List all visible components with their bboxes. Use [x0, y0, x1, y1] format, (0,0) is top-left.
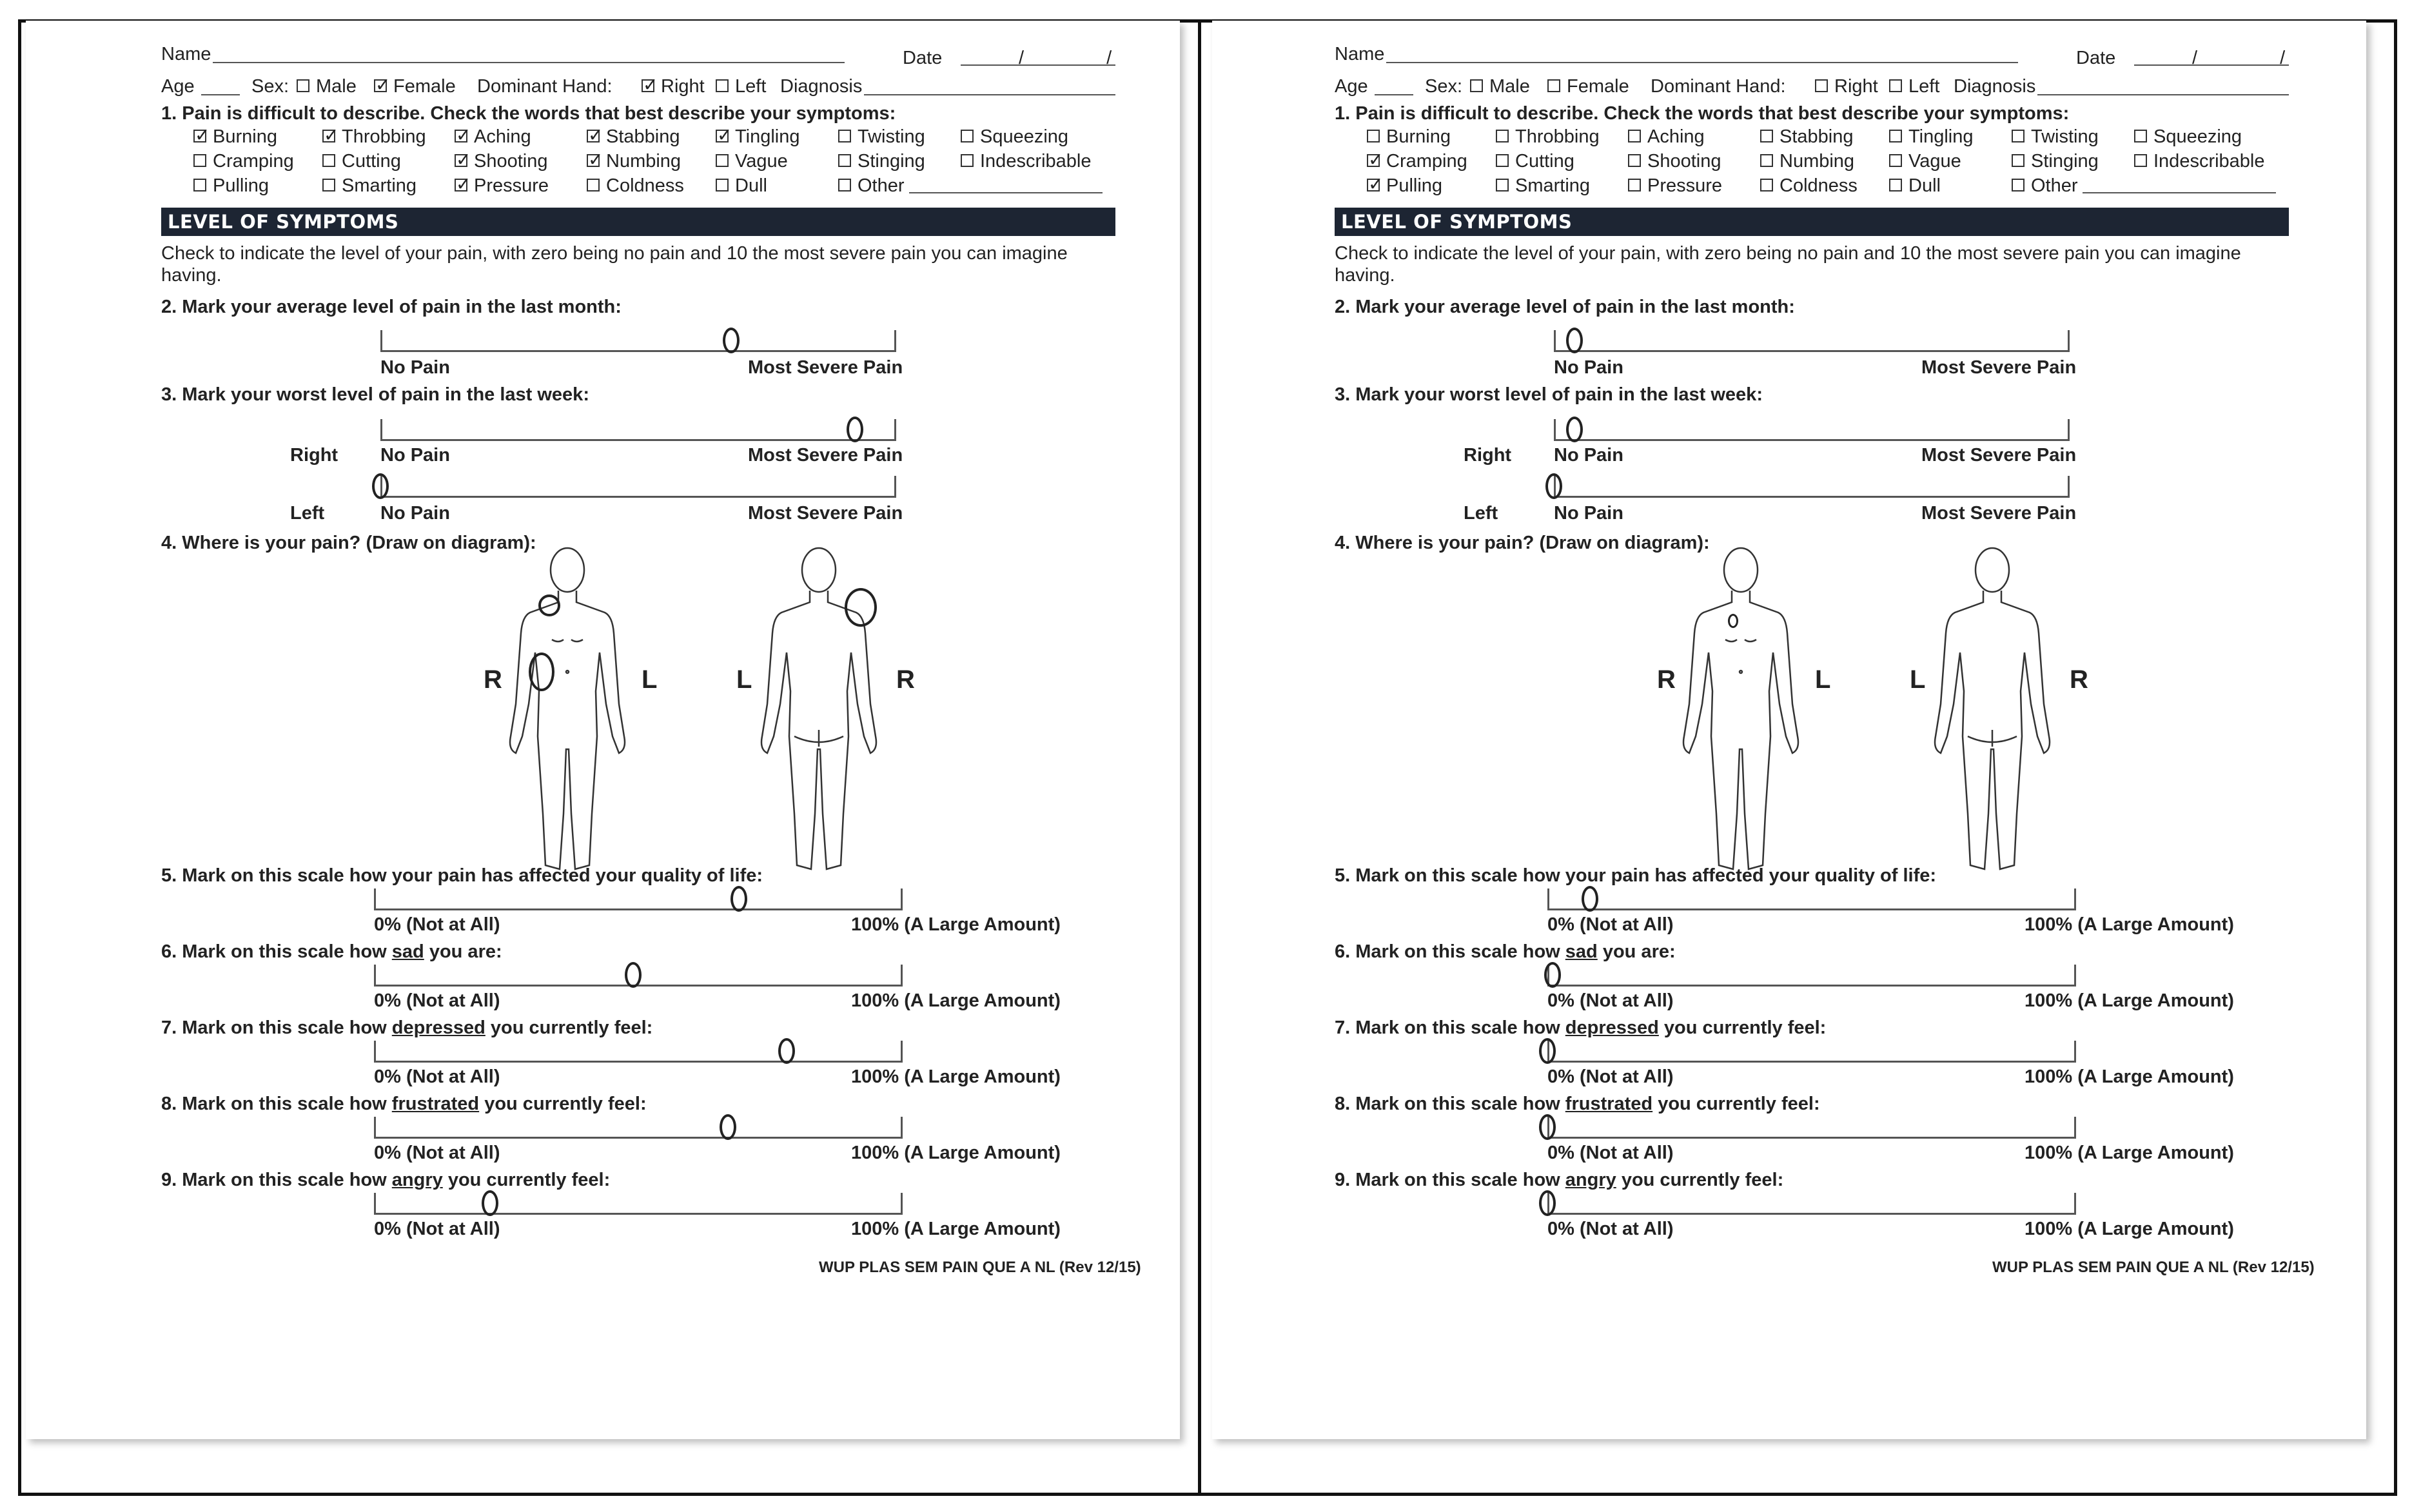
front-left-label: L — [642, 665, 658, 694]
q3-right-left-label: No Pain — [380, 445, 450, 466]
q3-left-scale-mark — [372, 473, 389, 499]
symptom-label: Shooting — [1647, 151, 1721, 172]
question-keyword: frustrated — [391, 1094, 480, 1114]
scale-left-label: 0% (Not at All) — [1547, 1066, 1674, 1087]
q3-right-scale-mark — [1566, 417, 1583, 442]
left-hand-label: Left — [735, 76, 767, 97]
right-hand-checkbox[interactable] — [1815, 79, 1828, 92]
symptom-label: Twisting — [2031, 126, 2099, 147]
symptom-option[interactable] — [2012, 175, 2078, 197]
hand-left-option[interactable] — [716, 76, 766, 97]
question-text: 5. Mark on this scale how your pain has affected your quality of life: — [1335, 865, 1937, 886]
scale-question-6 — [1335, 941, 1676, 963]
symptom-label: Other — [858, 175, 905, 196]
q3-left-left-label: No Pain — [380, 503, 450, 524]
instructions: Check to indicate the level of your pain, with zero being no pain and 10 the most severe pain you can imagine having. — [1335, 243, 2241, 286]
symptom-option[interactable] — [1889, 126, 1973, 148]
q2-title: 2. Mark your average level of pain in the last month: — [161, 297, 622, 317]
q2-scale[interactable] — [380, 330, 896, 352]
symptom-checkbox[interactable] — [455, 179, 467, 191]
scale-9[interactable] — [374, 1193, 903, 1215]
scale-7[interactable] — [1547, 1041, 2076, 1063]
sex-female-option[interactable] — [374, 76, 456, 97]
scale-right-label: 100% (A Large Amount) — [851, 990, 1061, 1011]
q3-right-side-label: Right — [290, 445, 338, 466]
pain-mark-front-arm — [529, 653, 554, 691]
symptom-checkbox[interactable] — [2012, 179, 2025, 191]
age-field[interactable] — [1375, 94, 1413, 95]
back-left-label: L — [1910, 665, 1926, 694]
date-label: Date — [2076, 48, 2116, 68]
q3-left-scale[interactable] — [380, 476, 896, 498]
symptom-option[interactable] — [322, 175, 417, 197]
symptom-label: Throbbing — [1515, 126, 1600, 147]
symptom-label: Dull — [735, 175, 767, 196]
dominant-hand-label: Dominant Hand: — [477, 76, 613, 97]
question-text: 5. Mark on this scale how your pain has affected your quality of life: — [161, 865, 763, 886]
scale-right-label: 100% (A Large Amount) — [851, 1219, 1061, 1239]
pain-mark-front-shoulder — [538, 594, 560, 616]
symptom-option[interactable] — [455, 175, 549, 197]
symptom-label: Cutting — [342, 151, 401, 172]
question-text-end: you currently feel: — [1652, 1094, 1820, 1114]
symptom-checkbox[interactable] — [961, 154, 974, 167]
female-label: Female — [393, 76, 456, 97]
symptom-label: Squeezing — [980, 126, 1069, 147]
pain-mark-back-shoulder — [845, 588, 877, 627]
female-checkbox[interactable] — [1547, 79, 1560, 92]
form-footer-code: WUP PLAS SEM PAIN QUE A NL (Rev 12/15) — [819, 1259, 1141, 1276]
symptom-checkbox[interactable] — [1496, 130, 1509, 142]
symptom-option[interactable] — [1760, 175, 1858, 197]
symptom-checkbox[interactable] — [193, 179, 206, 191]
scale-6-mark — [625, 962, 642, 988]
symptom-checkbox[interactable] — [1367, 179, 1380, 191]
symptom-label: Twisting — [858, 126, 925, 147]
symptom-checkbox[interactable] — [322, 154, 335, 167]
left-hand-checkbox[interactable] — [1889, 79, 1902, 92]
q3-left-side-label: Left — [1464, 503, 1498, 524]
other-field[interactable] — [2083, 192, 2276, 193]
symptom-label: Vague — [1908, 151, 1961, 172]
symptom-option[interactable] — [838, 175, 905, 197]
symptom-checkbox[interactable] — [1496, 179, 1509, 191]
symptom-label: Numbing — [606, 151, 681, 172]
symptom-option[interactable] — [193, 175, 269, 197]
symptom-checkbox[interactable] — [838, 154, 851, 167]
back-right-label: R — [2070, 665, 2088, 694]
symptom-label: Vague — [735, 151, 788, 172]
symptom-label: Smarting — [342, 175, 417, 196]
question-text: 7. Mark on this scale how — [1335, 1017, 1565, 1038]
symptom-checkbox[interactable] — [1628, 179, 1641, 191]
question-keyword: angry — [1565, 1170, 1616, 1190]
back-left-label: L — [736, 665, 752, 694]
q2-scale-mark — [723, 328, 740, 353]
scale-right-label: 100% (A Large Amount) — [2025, 1066, 2234, 1087]
symptom-label: Tingling — [735, 126, 800, 147]
symptom-option[interactable] — [1889, 151, 1961, 172]
q2-left-label: No Pain — [380, 357, 450, 378]
q3-right-side-label: Right — [1464, 445, 1512, 466]
q2-title: 2. Mark your average level of pain in the last month: — [1335, 297, 1795, 317]
symptom-option[interactable] — [1367, 151, 1467, 172]
symptom-label: Burning — [213, 126, 277, 147]
q2-scale[interactable] — [1554, 330, 2070, 352]
age-label: Age — [1335, 76, 1368, 97]
name-label: Name — [161, 44, 211, 64]
other-field[interactable] — [909, 192, 1103, 193]
sex-female-option[interactable] — [1547, 76, 1629, 97]
symptom-checkbox[interactable] — [1496, 154, 1509, 167]
scale-question-9 — [1335, 1170, 1783, 1191]
symptom-label: Burning — [1386, 126, 1451, 147]
symptom-option[interactable] — [1760, 151, 1854, 172]
right-hand-label: Right — [661, 76, 705, 97]
scale-left-label: 0% (Not at All) — [374, 914, 500, 935]
hand-right-option[interactable] — [642, 76, 705, 97]
symptom-checkbox[interactable] — [716, 130, 729, 142]
symptom-option[interactable] — [961, 126, 1068, 148]
scale-8-mark — [1539, 1114, 1556, 1140]
symptom-checkbox[interactable] — [1367, 154, 1380, 167]
question-keyword: depressed — [391, 1017, 485, 1038]
symptom-checkbox[interactable] — [1628, 154, 1641, 167]
male-checkbox[interactable] — [297, 79, 309, 92]
scale-left-label: 0% (Not at All) — [1547, 1143, 1674, 1163]
q2-scale-mark — [1566, 328, 1583, 353]
symptom-option[interactable] — [2134, 126, 2242, 148]
symptom-checkbox[interactable] — [716, 179, 729, 191]
right-hand-checkbox[interactable] — [642, 79, 654, 92]
scale-left-label: 0% (Not at All) — [1547, 914, 1674, 935]
question-text-end: you are: — [424, 941, 502, 962]
symptom-checkbox[interactable] — [961, 130, 974, 142]
q3-right-scale[interactable] — [1554, 419, 2070, 441]
age-field[interactable] — [201, 94, 240, 95]
left-hand-label: Left — [1908, 76, 1940, 97]
form-page-2 — [1212, 21, 2366, 1439]
diagnosis-label: Diagnosis — [1954, 76, 2036, 97]
q2-right-label: Most Severe Pain — [1921, 357, 2077, 378]
back-right-label: R — [896, 665, 915, 694]
diagnosis-label: Diagnosis — [780, 76, 863, 97]
hand-left-option[interactable] — [1889, 76, 1939, 97]
symptom-option[interactable] — [193, 151, 294, 172]
name-field[interactable] — [1386, 62, 2018, 63]
symptom-label: Coldness — [1780, 175, 1858, 196]
symptom-label: Indescribable — [980, 151, 1092, 172]
question-keyword: depressed — [1565, 1017, 1659, 1038]
scale-question-7 — [1335, 1017, 1826, 1039]
question-text: 8. Mark on this scale how — [161, 1094, 392, 1114]
question-text-end: you are: — [1597, 941, 1676, 962]
scale-question-5 — [1335, 865, 1936, 887]
symptom-option[interactable] — [716, 126, 799, 148]
sex-male-option[interactable] — [297, 76, 357, 97]
q3-title: 3. Mark your worst level of pain in the last week: — [1335, 384, 1763, 405]
scale-9-mark — [1539, 1190, 1556, 1216]
sex-label: Sex: — [1425, 76, 1463, 97]
scale-left-label: 0% (Not at All) — [374, 1143, 500, 1163]
symptom-checkbox[interactable] — [2134, 154, 2147, 167]
symptom-checkbox[interactable] — [322, 179, 335, 191]
q3-left-right-label: Most Severe Pain — [748, 503, 903, 524]
scale-left-label: 0% (Not at All) — [1547, 990, 1674, 1011]
symptom-label: Dull — [1908, 175, 1941, 196]
q2-right-label: Most Severe Pain — [748, 357, 903, 378]
symptom-option[interactable] — [455, 151, 548, 172]
scale-7-mark — [778, 1038, 795, 1064]
q3-right-right-label: Most Severe Pain — [748, 445, 903, 466]
q2-left-label: No Pain — [1554, 357, 1623, 378]
symptom-option[interactable] — [1628, 151, 1721, 172]
symptom-label: Squeezing — [2153, 126, 2242, 147]
symptom-label: Shooting — [474, 151, 548, 172]
scale-right-label: 100% (A Large Amount) — [2025, 1219, 2234, 1239]
question-text: 6. Mark on this scale how — [1335, 941, 1565, 962]
sex-label: Sex: — [251, 76, 289, 97]
q4-title: 4. Where is your pain? (Draw on diagram): — [1335, 533, 1710, 553]
symptom-option[interactable] — [1889, 175, 1941, 197]
question-text-end: you currently feel: — [479, 1094, 647, 1114]
symptom-option[interactable] — [1760, 126, 1854, 148]
male-label: Male — [316, 76, 357, 97]
symptom-option[interactable] — [1367, 175, 1442, 197]
question-keyword: sad — [1565, 941, 1598, 962]
symptom-option[interactable] — [2012, 151, 2099, 172]
scale-6-mark — [1544, 962, 1561, 988]
symptom-checkbox[interactable] — [2012, 154, 2025, 167]
symptom-label: Pressure — [474, 175, 549, 196]
question-text: 7. Mark on this scale how — [161, 1017, 392, 1038]
symptom-checkbox[interactable] — [1889, 130, 1902, 142]
scale-5-mark — [730, 886, 747, 912]
scale-left-label: 0% (Not at All) — [1547, 1219, 1674, 1239]
symptom-option[interactable] — [587, 151, 681, 172]
symptom-option[interactable] — [322, 151, 401, 172]
question-text: 9. Mark on this scale how — [1335, 1170, 1565, 1190]
symptom-option[interactable] — [716, 175, 767, 197]
symptom-label: Aching — [1647, 126, 1705, 147]
symptom-label: Numbing — [1780, 151, 1855, 172]
scale-right-label: 100% (A Large Amount) — [2025, 990, 2234, 1011]
symptom-option[interactable] — [961, 151, 1092, 172]
scale-question-6 — [161, 941, 502, 963]
scale-right-label: 100% (A Large Amount) — [851, 1143, 1061, 1163]
q3-left-side-label: Left — [290, 503, 325, 524]
symptom-label: Cramping — [213, 151, 294, 172]
date-label: Date — [903, 48, 943, 68]
question-text-end: you currently feel: — [485, 1017, 653, 1038]
symptom-label: Stabbing — [606, 126, 680, 147]
scale-left-label: 0% (Not at All) — [374, 1066, 500, 1087]
symptom-option[interactable] — [587, 175, 684, 197]
symptom-option[interactable] — [1628, 126, 1705, 148]
symptom-checkbox[interactable] — [587, 179, 600, 191]
symptom-label: Other — [2031, 175, 2078, 196]
scale-9[interactable] — [1547, 1193, 2076, 1215]
q3-right-scale-mark — [847, 417, 863, 442]
question-text: 6. Mark on this scale how — [161, 941, 392, 962]
symptom-checkbox[interactable] — [193, 154, 206, 167]
symptom-label: Pulling — [1386, 175, 1443, 196]
scale-5-mark — [1582, 886, 1598, 912]
symptom-option[interactable] — [587, 126, 680, 148]
symptom-checkbox[interactable] — [193, 130, 206, 142]
question-keyword: angry — [391, 1170, 443, 1190]
scale-left-label: 0% (Not at All) — [374, 990, 500, 1011]
scale-question-7 — [161, 1017, 652, 1039]
name-field[interactable] — [213, 62, 845, 63]
symptom-option[interactable] — [2012, 126, 2099, 148]
symptom-checkbox[interactable] — [1889, 154, 1902, 167]
scale-left-label: 0% (Not at All) — [374, 1219, 500, 1239]
section-title: LEVEL OF SYMPTOMS — [1335, 208, 2289, 236]
symptom-option[interactable] — [2134, 151, 2265, 172]
symptom-label: Stinging — [858, 151, 925, 172]
symptom-checkbox[interactable] — [2012, 130, 2025, 142]
scale-question-8 — [1335, 1094, 1820, 1115]
right-hand-label: Right — [1834, 76, 1878, 97]
female-checkbox[interactable] — [374, 79, 387, 92]
scale-right-label: 100% (A Large Amount) — [851, 914, 1061, 935]
symptom-checkbox[interactable] — [1760, 179, 1773, 191]
symptom-label: Stabbing — [1780, 126, 1854, 147]
symptom-checkbox[interactable] — [2134, 130, 2147, 142]
symptom-label: Pressure — [1647, 175, 1723, 196]
scale-5[interactable] — [1547, 889, 2076, 910]
scale-7[interactable] — [374, 1041, 903, 1063]
symptom-option[interactable] — [1496, 151, 1574, 172]
question-text-end: you currently feel: — [1616, 1170, 1784, 1190]
scale-7-mark — [1539, 1038, 1556, 1064]
form-footer-code: WUP PLAS SEM PAIN QUE A NL (Rev 12/15) — [1992, 1259, 2315, 1276]
symptom-label: Smarting — [1515, 175, 1591, 196]
symptom-option[interactable] — [1496, 175, 1590, 197]
symptom-checkbox[interactable] — [1367, 130, 1380, 142]
symptom-checkbox[interactable] — [455, 154, 467, 167]
form-page-1 — [26, 21, 1180, 1439]
symptom-checkbox[interactable] — [322, 130, 335, 142]
q3-left-scale[interactable] — [1554, 476, 2070, 498]
page-divider — [1198, 19, 1201, 1496]
symptom-label: Cramping — [1386, 151, 1467, 172]
symptom-option[interactable] — [1628, 175, 1722, 197]
question-text-end: you currently feel: — [1658, 1017, 1827, 1038]
q4-title: 4. Where is your pain? (Draw on diagram): — [161, 533, 536, 553]
dominant-hand-label: Dominant Hand: — [1651, 76, 1786, 97]
body-front-diagram — [496, 543, 638, 878]
symptom-option[interactable] — [838, 151, 925, 172]
diagnosis-field[interactable] — [2037, 94, 2289, 95]
hand-right-option[interactable] — [1815, 76, 1878, 97]
symptom-option[interactable] — [455, 126, 531, 148]
question-keyword: frustrated — [1565, 1094, 1653, 1114]
symptom-checkbox[interactable] — [587, 154, 600, 167]
age-label: Age — [161, 76, 195, 97]
symptom-label: Aching — [474, 126, 531, 147]
scale-right-label: 100% (A Large Amount) — [851, 1066, 1061, 1087]
scale-8[interactable] — [1547, 1117, 2076, 1139]
scale-question-9 — [161, 1170, 610, 1191]
section-title: LEVEL OF SYMPTOMS — [161, 208, 1115, 236]
front-left-label: L — [1815, 665, 1831, 694]
q3-right-left-label: No Pain — [1554, 445, 1623, 466]
pain-mark-front-chest — [1728, 614, 1738, 628]
sex-male-option[interactable] — [1470, 76, 1530, 97]
body-front-diagram — [1670, 543, 1812, 878]
scale-right-label: 100% (A Large Amount) — [2025, 1143, 2234, 1163]
symptom-option[interactable] — [838, 126, 925, 148]
q3-left-left-label: No Pain — [1554, 503, 1623, 524]
q3-left-right-label: Most Severe Pain — [1921, 503, 2077, 524]
front-right-label: R — [484, 665, 502, 694]
scale-right-label: 100% (A Large Amount) — [2025, 914, 2234, 935]
symptom-label: Cutting — [1515, 151, 1574, 172]
date-value: / / — [1019, 48, 1151, 68]
male-checkbox[interactable] — [1470, 79, 1483, 92]
scale-question-8 — [161, 1094, 647, 1115]
symptom-label: Tingling — [1908, 126, 1974, 147]
symptom-label: Throbbing — [342, 126, 426, 147]
question-text: 9. Mark on this scale how — [161, 1170, 392, 1190]
body-back-diagram — [1921, 543, 2063, 878]
scale-5[interactable] — [374, 889, 903, 910]
symptom-option[interactable] — [1496, 126, 1600, 148]
scale-6[interactable] — [1547, 965, 2076, 987]
q3-title: 3. Mark your worst level of pain in the last week: — [161, 384, 589, 405]
symptom-checkbox[interactable] — [1760, 154, 1773, 167]
left-hand-checkbox[interactable] — [716, 79, 729, 92]
symptom-label: Stinging — [2031, 151, 2099, 172]
front-right-label: R — [1657, 665, 1676, 694]
q1-title: 1. Pain is difficult to describe. Check the words that best describe your symptoms: — [1335, 103, 2070, 124]
symptom-checkbox[interactable] — [1889, 179, 1902, 191]
symptom-option[interactable] — [193, 126, 277, 148]
q3-right-scale[interactable] — [380, 419, 896, 441]
symptom-label: Indescribable — [2153, 151, 2265, 172]
scale-question-5 — [161, 865, 763, 887]
symptom-option[interactable] — [716, 151, 788, 172]
name-label: Name — [1335, 44, 1385, 64]
q1-title: 1. Pain is difficult to describe. Check the words that best describe your symptoms: — [161, 103, 896, 124]
symptom-checkbox[interactable] — [838, 130, 851, 142]
symptom-label: Pulling — [213, 175, 270, 196]
question-keyword: sad — [391, 941, 424, 962]
symptom-option[interactable] — [322, 126, 426, 148]
symptom-checkbox[interactable] — [838, 179, 851, 191]
female-label: Female — [1567, 76, 1629, 97]
symptom-checkbox[interactable] — [716, 154, 729, 167]
scale-8[interactable] — [374, 1117, 903, 1139]
male-label: Male — [1489, 76, 1530, 97]
instructions: Check to indicate the level of your pain, with zero being no pain and 10 the most severe pain you can imagine having. — [161, 243, 1068, 286]
symptom-checkbox[interactable] — [587, 130, 600, 142]
symptom-checkbox[interactable] — [1760, 130, 1773, 142]
symptom-label: Coldness — [606, 175, 684, 196]
date-value: / / — [2192, 48, 2324, 68]
question-text: 8. Mark on this scale how — [1335, 1094, 1565, 1114]
diagnosis-field[interactable] — [864, 94, 1115, 95]
q3-right-right-label: Most Severe Pain — [1921, 445, 2077, 466]
symptom-option[interactable] — [1367, 126, 1451, 148]
symptom-checkbox[interactable] — [1628, 130, 1641, 142]
question-text-end: you currently feel: — [442, 1170, 611, 1190]
symptom-checkbox[interactable] — [455, 130, 467, 142]
q3-left-scale-mark — [1545, 473, 1562, 499]
